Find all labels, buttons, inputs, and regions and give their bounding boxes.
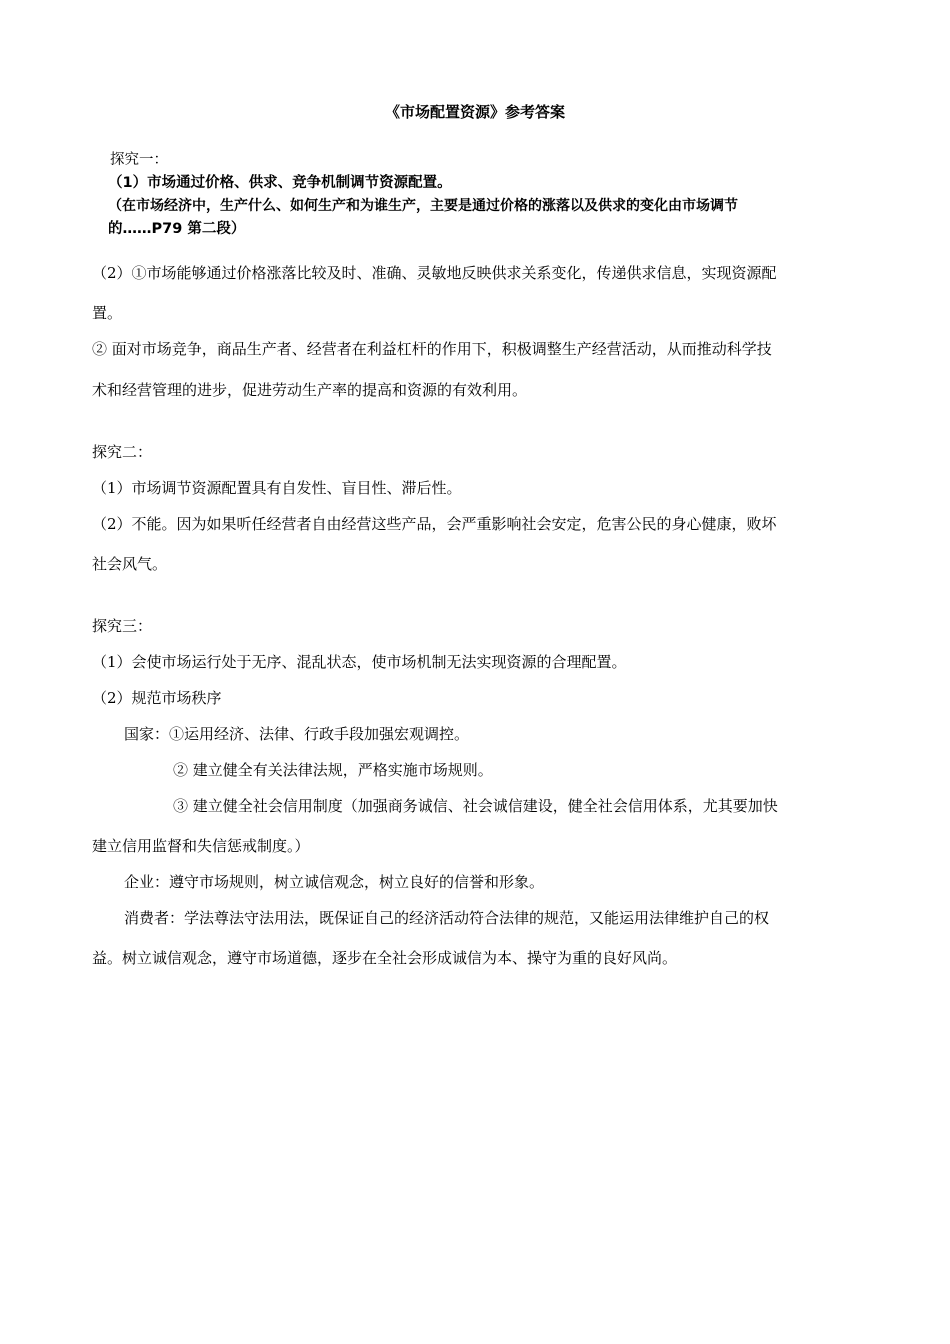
consumer-measure-line1: 消费者：学法尊法守法用法，既保证自己的经济活动符合法律的规范，又能运用法律维护自己的权 [124, 909, 770, 927]
section2-answer2-line1: （2）不能。因为如果听任经营者自由经营这些产品，会严重影响社会安定，危害公民的身心健康，败坏 [92, 515, 777, 533]
consumer-measure-line2: 益。树立诚信观念，遵守市场道德，逐步在全社会形成诚信为本、操守为重的良好风尚。 [92, 949, 678, 967]
section3-answer1: （1）会使市场运行处于无序、混乱状态，使市场机制无法实现资源的合理配置。 [92, 653, 627, 671]
section1-answer2-line3: ② 面对市场竞争，商品生产者、经营者在利益杠杆的作用下，积极调整生产经营活动，从而推动科学技 [92, 340, 772, 358]
section1-answer1: （1）市场通过价格、供求、竞争机制调节资源配置。 [108, 175, 452, 191]
section3-heading: 探究三： [92, 617, 153, 635]
state-measure-2: ② 建立健全有关法律法规，严格实施市场规则。 [173, 761, 493, 779]
section1-answer2-line2: 置。 [92, 304, 123, 322]
section3-answer2: （2）规范市场秩序 [92, 689, 222, 707]
section1-answer1-note-line2: 的……P79 第二段） [108, 221, 246, 237]
section1-answer2-line4: 术和经营管理的进步，促进劳动生产率的提高和资源的有效利用。 [92, 381, 528, 399]
enterprise-measure: 企业：遵守市场规则，树立诚信观念，树立良好的信誉和形象。 [124, 873, 545, 891]
state-measure-3-line1: ③ 建立健全社会信用制度（加强商务诚信、社会诚信建设，健全社会信用体系，尤其要加快 [173, 797, 778, 815]
document-title: 《市场配置资源》参考答案 [384, 103, 565, 121]
section1-answer1-note-line1: （在市场经济中，生产什么、如何生产和为谁生产，主要是通过价格的涨落以及供求的变化由市场调节 [108, 198, 738, 214]
section2-heading: 探究二： [92, 443, 153, 461]
section2-answer1: （1）市场调节资源配置具有自发性、盲目性、滞后性。 [92, 479, 462, 497]
state-measure-3-line2: 建立信用监督和失信惩戒制度。） [92, 837, 310, 855]
section1-answer2-line1: （2）①市场能够通过价格涨落比较及时、准确、灵敏地反映供求关系变化，传递供求信息，实现资源配 [92, 264, 777, 282]
state-measure-1: 国家：①运用经济、法律、行政手段加强宏观调控。 [124, 725, 470, 743]
section2-answer2-line2: 社会风气。 [92, 555, 168, 573]
section1-heading: 探究一： [110, 152, 168, 168]
